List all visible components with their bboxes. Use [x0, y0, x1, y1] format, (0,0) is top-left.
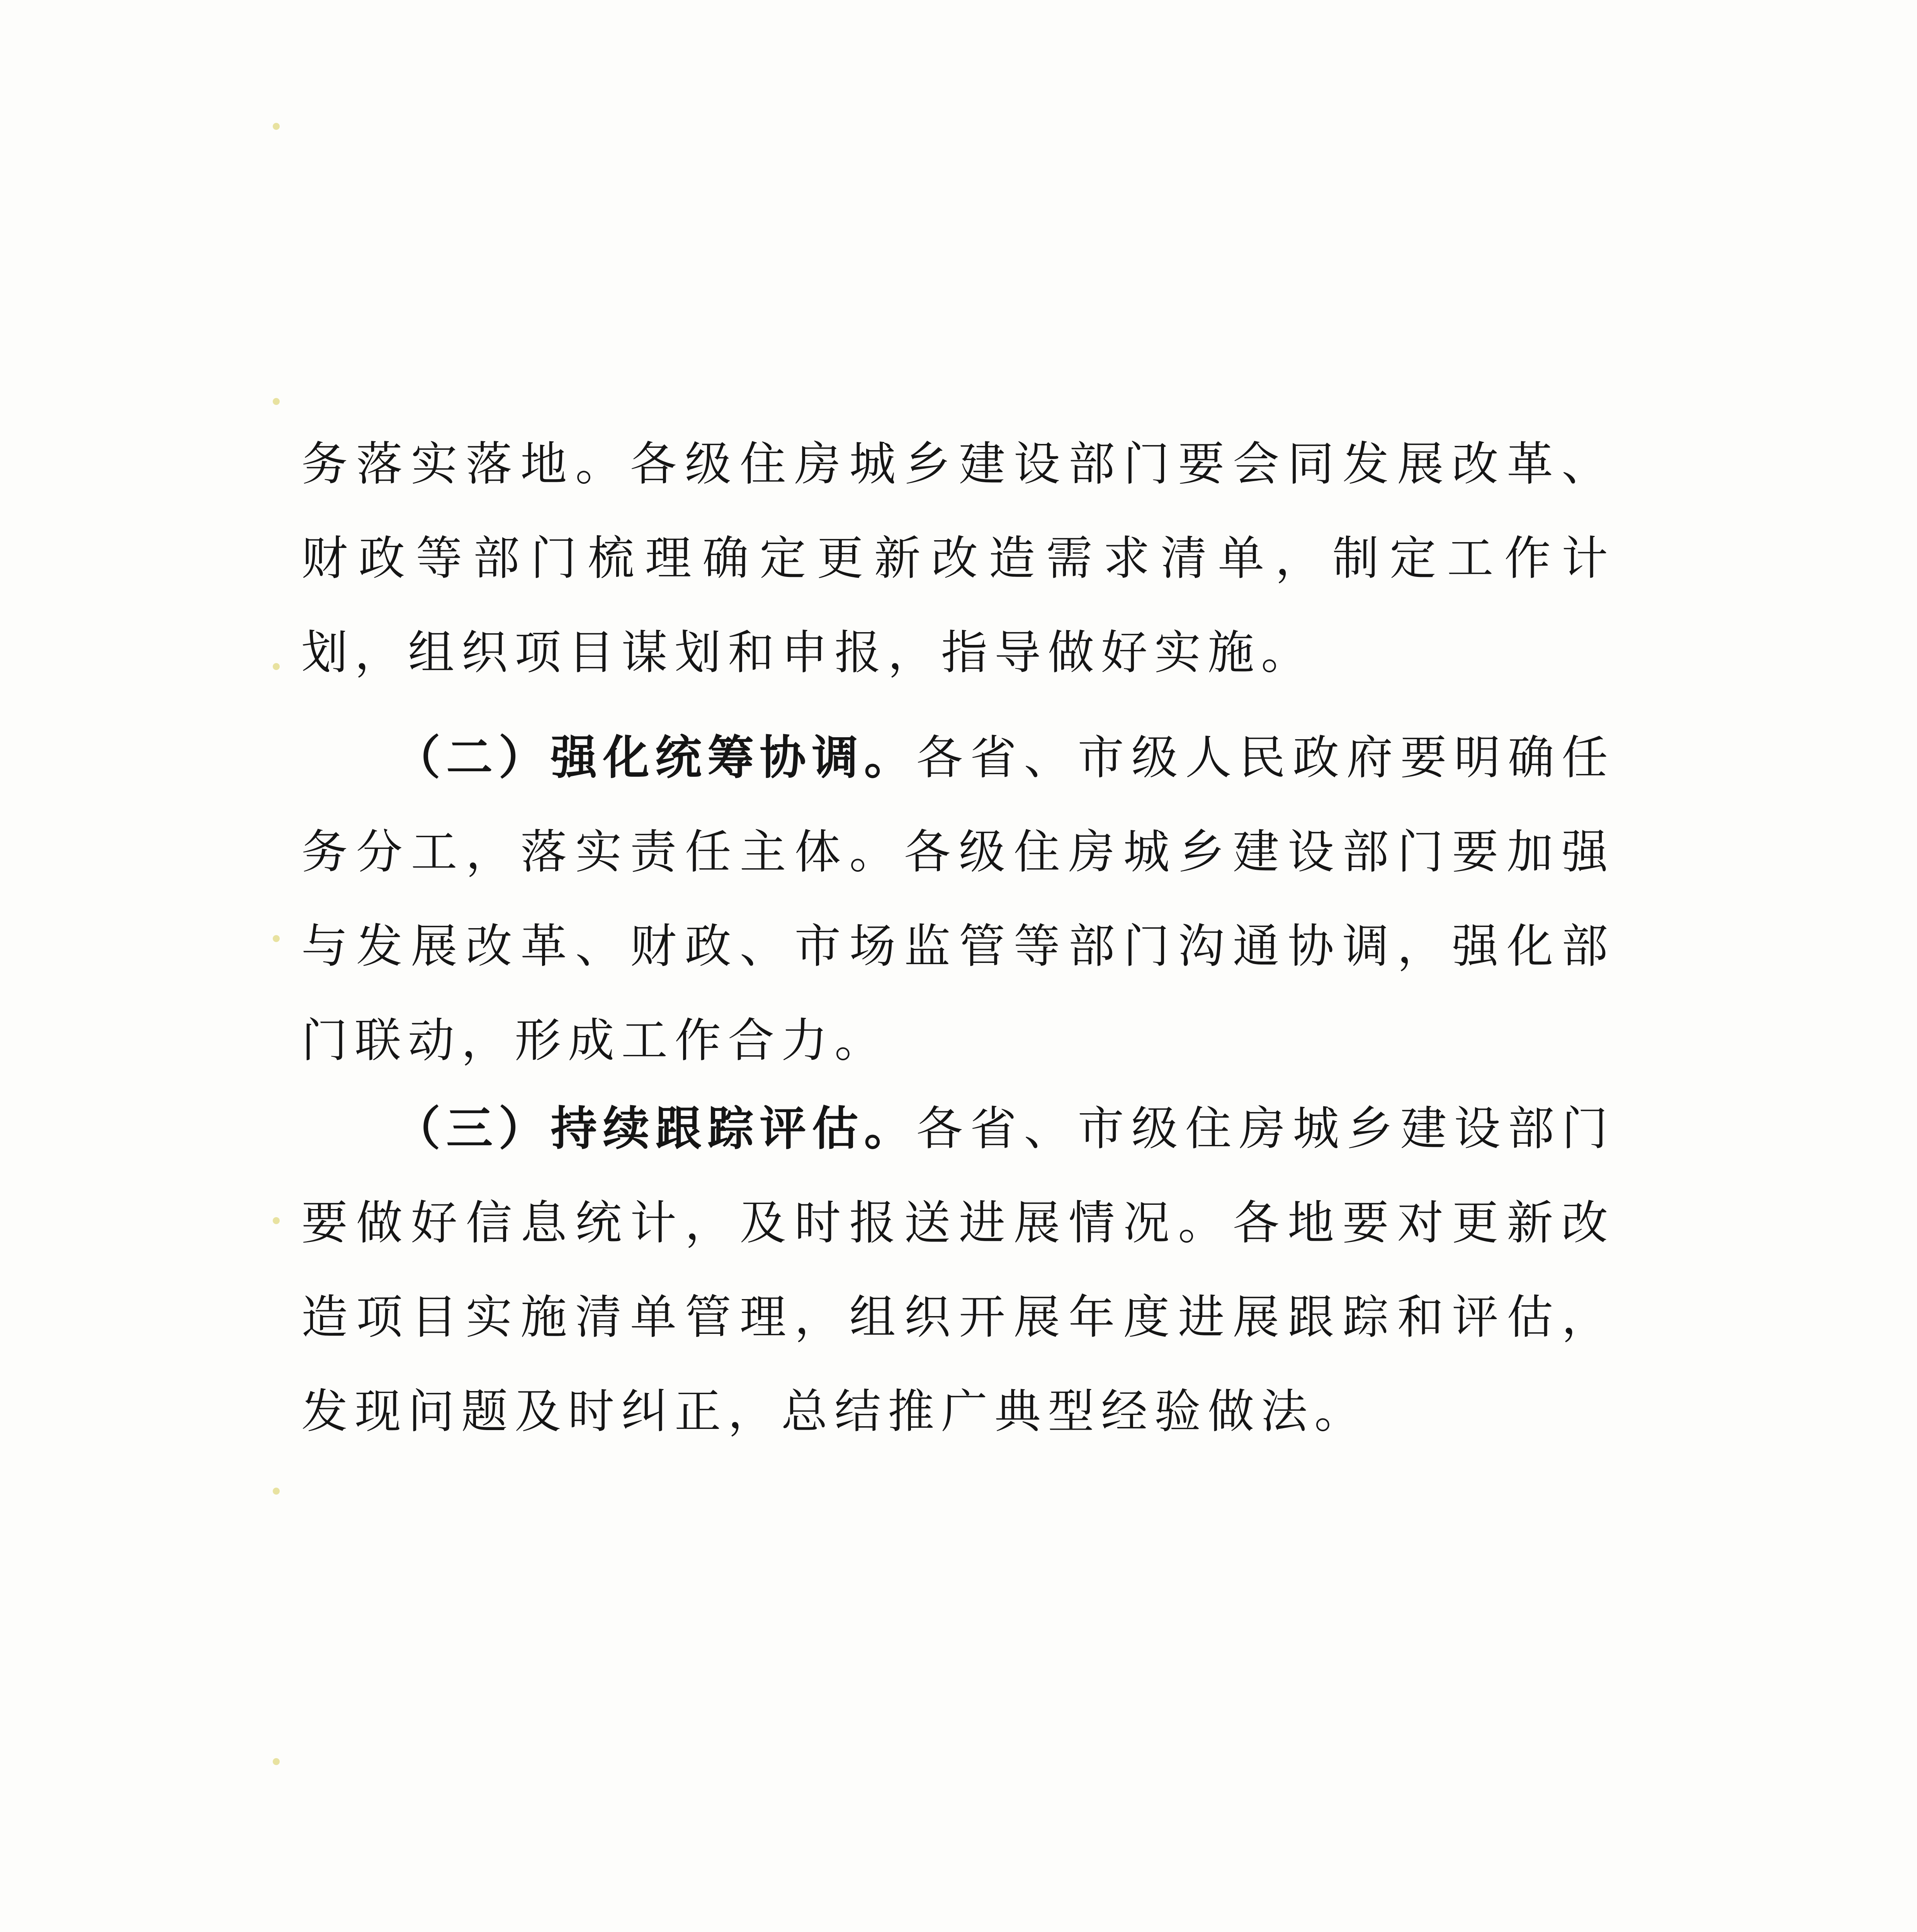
- section-heading: （二）强化统筹协调。: [394, 731, 916, 785]
- binding-hole-mark: [273, 663, 280, 670]
- body-paragraph-3: [301, 1082, 1615, 1459]
- binding-hole-mark: [273, 123, 280, 130]
- body-paragraph-2: [301, 711, 1615, 1088]
- paragraph: [301, 711, 1615, 1088]
- paragraph-text: 各省、市级住房城乡建设部门要做好信息统计，及时报送进展情况。各地要对更新改造项目实施清单管理，组织开展年度进展跟踪和评估，发现问题及时纠正，总结推广典型经验做法。: [301, 1102, 1615, 1439]
- binding-hole-mark: [273, 1758, 280, 1765]
- binding-hole-mark: [273, 398, 280, 405]
- body-paragraph-1: [301, 417, 1615, 700]
- binding-hole-mark: [273, 1488, 280, 1495]
- paragraph: [301, 1082, 1615, 1459]
- paragraph-text: 务落实落地。各级住房城乡建设部门要会同发展改革、财政等部门梳理确定更新改造需求清单，制定工作计划，组织项目谋划和申报，指导做好实施。: [301, 437, 1615, 680]
- binding-hole-mark: [273, 935, 280, 942]
- binding-hole-mark: [273, 1217, 280, 1224]
- paragraph-text: 各省、市级人民政府要明确任务分工，落实责任主体。各级住房城乡建设部门要加强与发展改革、财政、市场监管等部门沟通协调，强化部门联动，形成工作合力。: [301, 731, 1615, 1068]
- section-heading: （三）持续跟踪评估。: [394, 1102, 916, 1156]
